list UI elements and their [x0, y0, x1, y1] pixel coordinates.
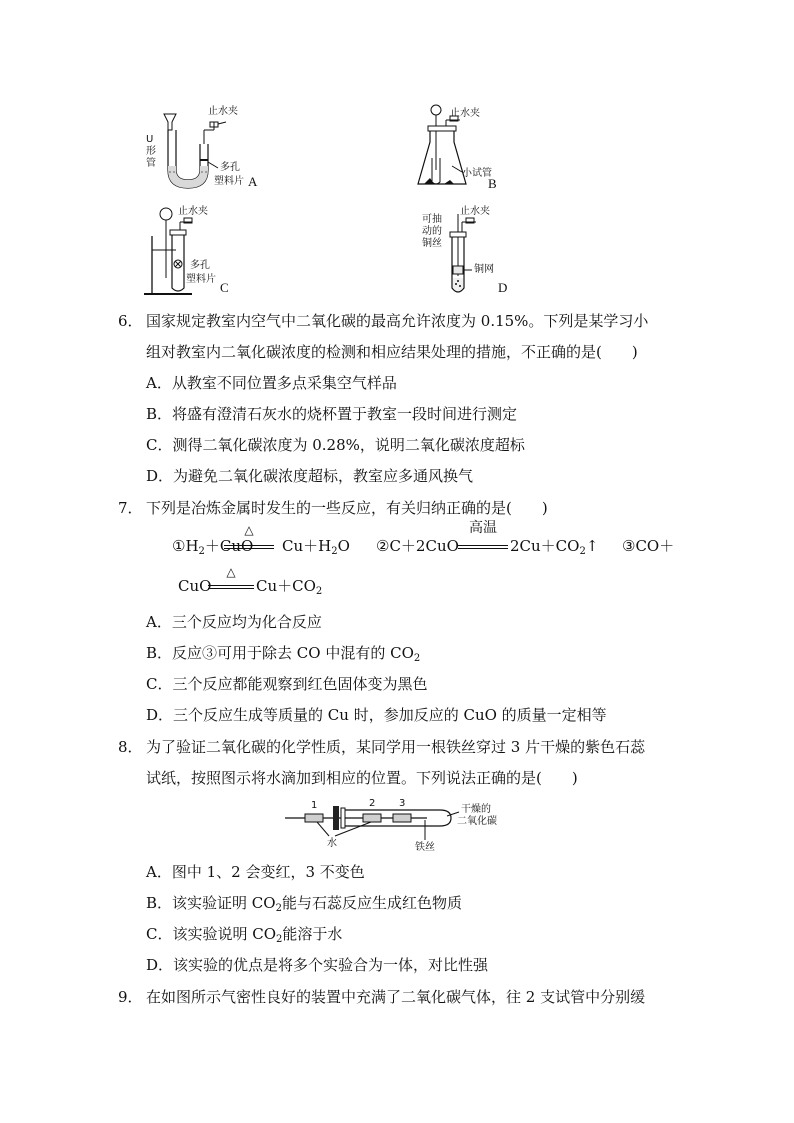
q7-stem: 下列是冶炼金属时发生的一些反应，有关归纳正确的是( )	[146, 499, 548, 517]
u-tube-label-1: U	[146, 134, 154, 145]
q6-stem-line1: 国家规定教室内空气中二氧化碳的最高允许浓度为 0.15%。下列是某学习小	[146, 312, 649, 330]
q7-number: 7．	[118, 499, 143, 517]
q7-option-b	[146, 643, 420, 669]
q7-option-a: A．三个反应均为化合反应	[146, 613, 322, 631]
q7-eq2-left: ②C＋2CuO	[376, 537, 459, 555]
q7-eq2-arrow: ↑	[585, 537, 599, 555]
q7-eq3-cont: CuO	[178, 577, 212, 595]
q6-stem-line2: 组对教室内二氧化碳浓度的检测和相应结果处理的措施，不正确的是( )	[146, 343, 638, 361]
apparatus-d	[420, 200, 530, 300]
q7-eq3-condition: △	[226, 565, 236, 579]
dry-co2-label-1: 干燥的	[461, 804, 491, 815]
dry-co2-label-2: 二氧化碳	[457, 816, 497, 827]
q8-option-b-pre: B．该实验证明 CO	[146, 894, 276, 912]
porous-plate-label-c2: 塑料片	[186, 274, 216, 285]
q8-option-b-sub: 2	[275, 903, 282, 914]
q7-eq1-left: ①H	[172, 537, 199, 555]
q8-option-b	[146, 893, 462, 919]
q8-figure	[285, 796, 515, 858]
q8-option-c-pre: C．该实验说明 CO	[146, 925, 277, 943]
u-tube-label-2: 形	[146, 146, 156, 157]
q8-option-a: A．图中 1、2 会变红，3 不变色	[146, 863, 365, 881]
q7-eq1-equals	[224, 545, 274, 549]
q7-option-c: C．三个反应都能观察到红色固体变为黑色	[146, 675, 428, 693]
q8-option-c-post: 能溶于水	[282, 925, 343, 943]
q6-option-b: B．将盛有澄清石灰水的烧杯置于教室一段时间进行测定	[146, 405, 518, 423]
q7-eq3-left: ③CO＋	[622, 537, 675, 555]
apparatus-b	[410, 100, 530, 195]
litmus-label-2: 2	[369, 798, 376, 809]
copper-wire-label-3: 铜丝	[422, 238, 442, 249]
copper-mesh-label: 铜网	[474, 264, 494, 275]
q7-eq2-sub: 2	[579, 546, 586, 557]
apparatus-c	[140, 200, 270, 300]
letter-c: C	[220, 280, 229, 295]
q7-eq1-mid: ＋CuO	[204, 537, 254, 555]
q8-option-b-post: 能与石蕊反应生成红色物质	[281, 894, 462, 912]
q6-option-a: A．从教室不同位置多点采集空气样品	[146, 374, 397, 392]
q6-number: 6．	[118, 312, 143, 330]
copper-wire-label-1: 可抽	[422, 214, 442, 225]
q7-eq1-right: Cu＋H	[282, 537, 332, 555]
q7-eq3-right: Cu＋CO	[256, 577, 316, 595]
q7-eq3-products	[256, 576, 322, 602]
clamp-label-b: 止水夹	[450, 108, 480, 119]
q7-eq1-products	[282, 536, 350, 562]
q7-eq2-equals	[458, 545, 508, 549]
q7-option-d: D．三个反应生成等质量的 Cu 时，参加反应的 CuO 的质量一定相等	[146, 706, 607, 724]
litmus-label-3: 3	[399, 798, 406, 809]
q9-stem-line1: 在如图所示气密性良好的装置中充满了二氧化碳气体，往 2 支试管中分别缓	[146, 988, 646, 1006]
q8-number: 8．	[118, 738, 143, 756]
apparatus-a	[140, 100, 270, 195]
letter-a: A	[248, 174, 258, 189]
letter-b: B	[488, 176, 497, 191]
q7-eq2-products	[510, 536, 598, 562]
copper-wire-label-2: 动的	[422, 226, 442, 237]
q7-eq1-condition: △	[244, 523, 254, 537]
q7-eq3-equals	[208, 585, 254, 589]
iron-wire-label: 铁丝	[415, 842, 435, 853]
porous-plate-label-a2: 塑料片	[214, 176, 244, 187]
porous-plate-label-a1: 多孔	[220, 162, 240, 173]
q9-number: 9．	[118, 988, 143, 1006]
test-tube-label-b: 小试管	[462, 168, 492, 179]
q7-eq2-right: 2Cu＋CO	[510, 537, 580, 555]
q7-eq1	[172, 536, 253, 562]
clamp-label-c: 止水夹	[178, 206, 208, 217]
litmus-label-1: 1	[311, 800, 318, 811]
q6-option-d: D．为避免二氧化碳浓度超标，教室应多通风换气	[146, 467, 474, 485]
clamp-label-a: 止水夹	[208, 106, 238, 117]
q7-option-b-sub: 2	[413, 653, 421, 664]
porous-plate-label-c1: 多孔	[190, 260, 210, 271]
clamp-label-d: 止水夹	[460, 206, 490, 217]
water-label: 水	[327, 838, 337, 849]
q8-stem-line2: 试纸，按照图示将水滴加到相应的位置。下列说法正确的是( )	[146, 769, 578, 787]
u-tube-label-3: 管	[146, 158, 156, 169]
q8-option-c	[146, 924, 342, 950]
q7-eq1-sub2: 2	[331, 546, 338, 557]
q7-eq1-end: O	[337, 537, 350, 555]
letter-d: D	[498, 280, 508, 295]
q8-option-d: D．该实验的优点是将多个实验合为一体，对比性强	[146, 956, 489, 974]
q7-eq1-sub: 2	[198, 546, 205, 557]
q6-option-c: C．测得二氧化碳浓度为 0.28%，说明二氧化碳浓度超标	[146, 436, 525, 454]
q8-option-c-sub: 2	[276, 934, 283, 945]
q7-eq3-sub: 2	[315, 586, 323, 597]
q7-eq2-condition: 高温	[469, 520, 497, 536]
q7-option-b-text: B．反应③可用于除去 CO 中混有的 CO	[146, 644, 414, 662]
q8-stem-line1: 为了验证二氧化碳的化学性质，某同学用一根铁丝穿过 3 片干燥的紫色石蕊	[146, 738, 646, 756]
